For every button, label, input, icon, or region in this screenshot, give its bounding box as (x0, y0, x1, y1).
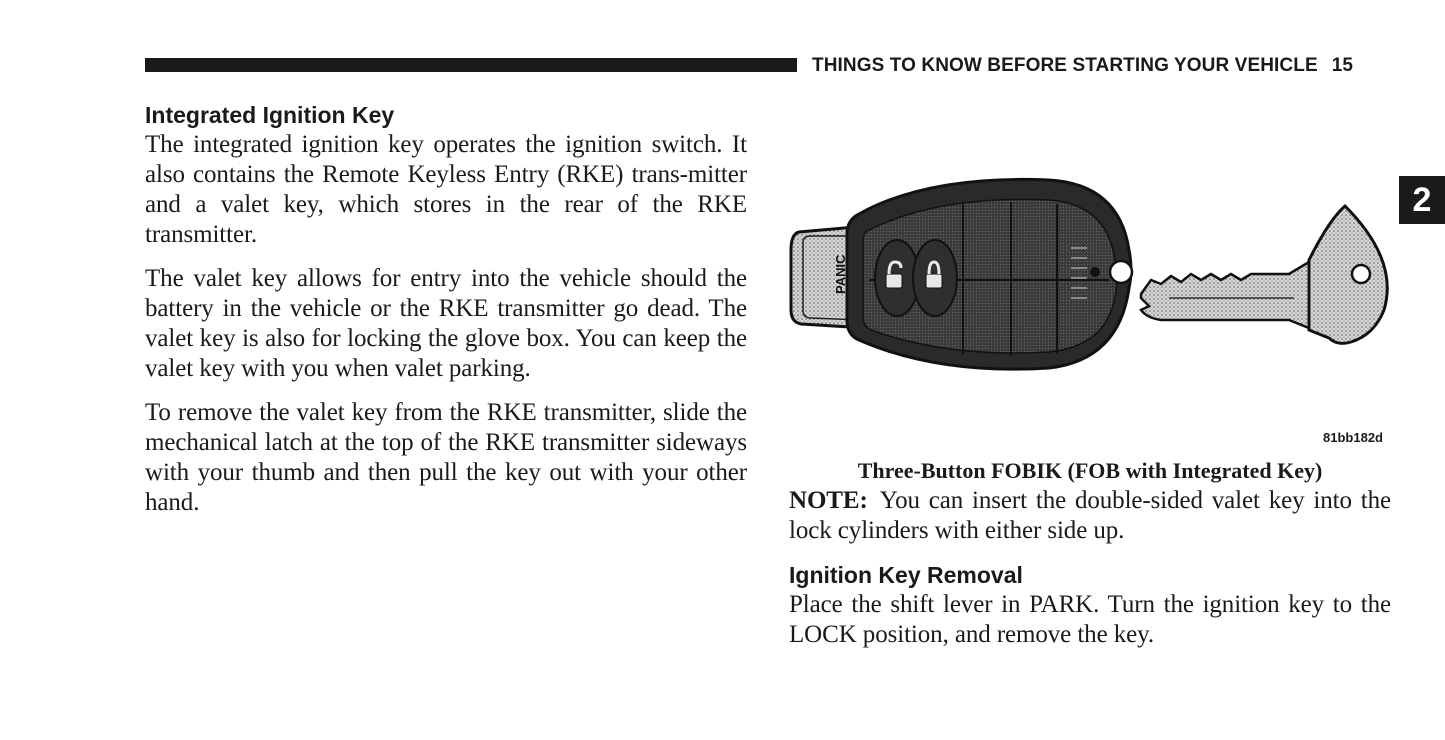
note-label: NOTE: (789, 487, 868, 514)
fobik-illustration (789, 170, 1391, 450)
figure-id: 81bb182d (1323, 430, 1383, 445)
right-column (789, 486, 1391, 664)
paragraph: The integrated ignition key operates the ignition switch. It also contains the Remote Keyless Entry (RKE) trans-mitter and a valet key, which stores in the rear of the RKE transmitter. (145, 131, 747, 248)
header-rule (145, 58, 797, 72)
section-heading-integrated-key: Integrated Ignition Key (145, 102, 395, 128)
section-heading-key-removal: Ignition Key Removal (789, 562, 1023, 588)
paragraph: To remove the valet key from the RKE transmitter, slide the mechanical latch at the top of the RKE transmitter sideways with your thumb and then pull the key out with your other hand. (145, 399, 747, 516)
paragraph: The valet key allows for entry into the vehicle should the battery in the vehicle or the RKE transmitter go dead. The valet key is also for locking the glove box. You can keep the valet key with you when valet parking. (145, 265, 747, 382)
running-header (812, 55, 1353, 77)
note-text: You can insert the double-sided valet key into the lock cylinders with either side up. (789, 487, 1391, 544)
note-paragraph (789, 486, 1391, 546)
chapter-tab[interactable]: 2 (1399, 176, 1445, 224)
panic-button-label: PANIC (833, 254, 848, 294)
paragraph: Place the shift lever in PARK. Turn the ignition key to the LOCK position, and remove the key. (789, 591, 1391, 648)
key-fob-drawing (789, 170, 1391, 450)
figure-caption: Three-Button FOBIK (FOB with Integrated Key) (857, 458, 1323, 483)
page-number: 15 (1331, 55, 1354, 76)
header-title: THINGS TO KNOW BEFORE STARTING YOUR VEHICLE (812, 55, 1318, 76)
left-column (145, 100, 747, 532)
